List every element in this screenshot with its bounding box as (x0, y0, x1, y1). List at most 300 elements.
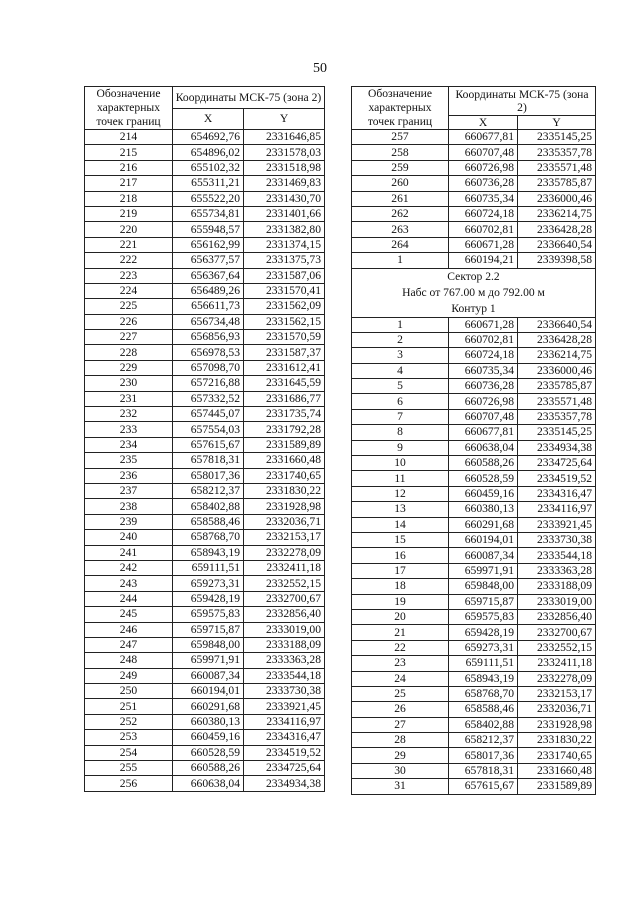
table-row (352, 640, 596, 655)
table-row (352, 145, 596, 160)
x-coordinate-cell: 658588,46 (449, 702, 518, 717)
x-coordinate-cell: 660707,48 (449, 145, 518, 160)
point-number-cell: 241 (85, 545, 173, 560)
point-number-cell: 256 (85, 776, 173, 791)
y-coordinate-cell: 2335571,48 (518, 394, 596, 409)
x-coordinate-cell: 660459,16 (449, 486, 518, 501)
y-coordinate-cell: 2331735,74 (244, 407, 325, 422)
point-header: Обозначение характерных точек границ (352, 87, 449, 130)
point-number-cell: 7 (352, 409, 449, 424)
y-coordinate-cell: 2331562,15 (244, 314, 325, 329)
x-header: X (449, 116, 518, 130)
y-coordinate-cell: 2331587,06 (244, 268, 325, 283)
y-coordinate-cell: 2336214,75 (518, 206, 596, 221)
x-coordinate-cell: 660671,28 (449, 237, 518, 252)
table-row (85, 253, 325, 268)
table-row (352, 686, 596, 701)
y-coordinate-cell: 2336000,46 (518, 191, 596, 206)
x-coordinate-cell: 660702,81 (449, 332, 518, 347)
point-number-cell: 24 (352, 671, 449, 686)
coords-header: Координаты МСК-75 (зона 2) (449, 87, 596, 116)
table-row (352, 563, 596, 578)
x-coordinate-cell: 655522,20 (173, 191, 244, 206)
y-coordinate-cell: 2334519,52 (518, 471, 596, 486)
point-number-cell: 234 (85, 437, 173, 452)
x-coordinate-cell: 660291,68 (449, 517, 518, 532)
point-number-cell: 14 (352, 517, 449, 532)
x-coordinate-cell: 658943,19 (449, 671, 518, 686)
right-table-body-top (352, 130, 596, 269)
table-row (85, 437, 325, 452)
table-row (85, 622, 325, 637)
table-row (85, 576, 325, 591)
point-number-cell: 218 (85, 191, 173, 206)
point-number-cell: 237 (85, 483, 173, 498)
y-coordinate-cell: 2333730,38 (244, 684, 325, 699)
table-row (85, 637, 325, 652)
y-coordinate-cell: 2331645,59 (244, 376, 325, 391)
point-number-cell: 240 (85, 530, 173, 545)
y-coordinate-cell: 2331382,80 (244, 222, 325, 237)
table-row (85, 360, 325, 375)
point-number-cell: 10 (352, 456, 449, 471)
y-coordinate-cell: 2336428,28 (518, 222, 596, 237)
y-coordinate-cell: 2332153,17 (518, 686, 596, 701)
table-row (85, 483, 325, 498)
y-coordinate-cell: 2332278,09 (244, 545, 325, 560)
table-row (352, 609, 596, 624)
table-row (85, 206, 325, 221)
table-row (85, 268, 325, 283)
point-number-cell: 28 (352, 733, 449, 748)
table-row (352, 348, 596, 363)
table-row (85, 653, 325, 668)
point-number-cell: 214 (85, 130, 173, 145)
point-number-cell: 9 (352, 440, 449, 455)
table-row (352, 191, 596, 206)
x-coordinate-cell: 660194,01 (173, 684, 244, 699)
table-row (352, 394, 596, 409)
point-number-cell: 220 (85, 222, 173, 237)
point-number-cell: 26 (352, 702, 449, 717)
table-row (352, 763, 596, 778)
table-row (85, 591, 325, 606)
point-number-cell: 263 (352, 222, 449, 237)
y-coordinate-cell: 2333188,09 (244, 637, 325, 652)
x-coordinate-cell: 658943,19 (173, 545, 244, 560)
point-number-cell: 257 (352, 130, 449, 145)
x-coordinate-cell: 658768,70 (449, 686, 518, 701)
x-coordinate-cell: 660736,28 (449, 379, 518, 394)
y-coordinate-cell: 2331469,83 (244, 176, 325, 191)
point-number-cell: 232 (85, 407, 173, 422)
y-coordinate-cell: 2332036,71 (244, 514, 325, 529)
y-coordinate-cell: 2333188,09 (518, 579, 596, 594)
y-coordinate-cell: 2331401,66 (244, 206, 325, 221)
x-coordinate-cell: 655734,81 (173, 206, 244, 221)
y-coordinate-cell: 2331518,98 (244, 160, 325, 175)
y-coordinate-cell: 2332700,67 (244, 591, 325, 606)
table-row (352, 130, 596, 145)
table-row (352, 702, 596, 717)
point-number-cell: 1 (352, 253, 449, 268)
table-row (352, 748, 596, 763)
table-row (352, 332, 596, 347)
table-row (352, 317, 596, 332)
point-number-cell: 245 (85, 607, 173, 622)
y-coordinate-cell: 2334316,47 (244, 730, 325, 745)
contour-label: Контур 1 (352, 301, 596, 318)
point-number-cell: 20 (352, 609, 449, 624)
y-coordinate-cell: 2334116,97 (518, 502, 596, 517)
point-number-cell: 17 (352, 563, 449, 578)
y-coordinate-cell: 2335785,87 (518, 379, 596, 394)
table-row (352, 176, 596, 191)
x-coordinate-cell: 660087,34 (449, 548, 518, 563)
point-number-cell: 259 (352, 160, 449, 175)
coordinates-table-left (84, 86, 325, 792)
x-coordinate-cell: 656978,53 (173, 345, 244, 360)
table-row (352, 532, 596, 547)
x-coordinate-cell: 658588,46 (173, 514, 244, 529)
table-row (352, 656, 596, 671)
y-coordinate-cell: 2332411,18 (518, 656, 596, 671)
table-row (85, 776, 325, 791)
y-coordinate-cell: 2333544,18 (518, 548, 596, 563)
table-row (85, 514, 325, 529)
x-coordinate-cell: 654896,02 (173, 145, 244, 160)
table-row (352, 625, 596, 640)
table-row (85, 314, 325, 329)
table-row (352, 671, 596, 686)
y-coordinate-cell: 2334519,52 (244, 745, 325, 760)
x-coordinate-cell: 659575,83 (449, 609, 518, 624)
y-coordinate-cell: 2331570,41 (244, 283, 325, 298)
point-number-cell: 243 (85, 576, 173, 591)
x-coordinate-cell: 660677,81 (449, 425, 518, 440)
point-number-cell: 11 (352, 471, 449, 486)
point-number-cell: 23 (352, 656, 449, 671)
x-coordinate-cell: 657615,67 (173, 437, 244, 452)
x-coordinate-cell: 656489,26 (173, 283, 244, 298)
x-coordinate-cell: 655948,57 (173, 222, 244, 237)
x-coordinate-cell: 657445,07 (173, 407, 244, 422)
x-coordinate-cell: 656162,99 (173, 237, 244, 252)
table-row (352, 471, 596, 486)
x-coordinate-cell: 660707,48 (449, 409, 518, 424)
y-coordinate-cell: 2335785,87 (518, 176, 596, 191)
table-row (85, 191, 325, 206)
x-coordinate-cell: 660726,98 (449, 394, 518, 409)
point-number-cell: 222 (85, 253, 173, 268)
x-coordinate-cell: 660380,13 (173, 714, 244, 729)
table-row (352, 425, 596, 440)
point-number-cell: 253 (85, 730, 173, 745)
table-row (85, 499, 325, 514)
table-row (85, 237, 325, 252)
point-number-cell: 8 (352, 425, 449, 440)
table-row (352, 206, 596, 221)
table-row (352, 779, 596, 794)
x-coordinate-cell: 659273,31 (173, 576, 244, 591)
y-coordinate-cell: 2335145,25 (518, 425, 596, 440)
table-row (85, 299, 325, 314)
y-coordinate-cell: 2332278,09 (518, 671, 596, 686)
y-coordinate-cell: 2333921,45 (518, 517, 596, 532)
y-coordinate-cell: 2331562,09 (244, 299, 325, 314)
y-coordinate-cell: 2331792,28 (244, 422, 325, 437)
x-coordinate-cell: 659273,31 (449, 640, 518, 655)
y-coordinate-cell: 2331374,15 (244, 237, 325, 252)
y-coordinate-cell: 2331587,37 (244, 345, 325, 360)
y-coordinate-cell: 2332552,15 (244, 576, 325, 591)
x-coordinate-cell: 659715,87 (449, 594, 518, 609)
point-number-cell: 15 (352, 532, 449, 547)
point-number-cell: 5 (352, 379, 449, 394)
table-row (85, 607, 325, 622)
x-coordinate-cell: 660194,01 (449, 532, 518, 547)
sector-title: Сектор 2.2 (352, 268, 596, 285)
point-number-cell: 3 (352, 348, 449, 363)
y-coordinate-cell: 2335145,25 (518, 130, 596, 145)
y-coordinate-cell: 2335357,78 (518, 145, 596, 160)
point-number-cell: 223 (85, 268, 173, 283)
x-coordinate-cell: 659575,83 (173, 607, 244, 622)
y-coordinate-cell: 2331430,70 (244, 191, 325, 206)
x-coordinate-cell: 659715,87 (173, 622, 244, 637)
table-row (85, 761, 325, 776)
y-coordinate-cell: 2333019,00 (244, 622, 325, 637)
x-coordinate-cell: 659971,91 (449, 563, 518, 578)
x-coordinate-cell: 655102,32 (173, 160, 244, 175)
table-row (85, 176, 325, 191)
y-coordinate-cell: 2336640,54 (518, 317, 596, 332)
point-number-cell: 215 (85, 145, 173, 160)
y-coordinate-cell: 2332552,15 (518, 640, 596, 655)
table-row (352, 456, 596, 471)
table-row (352, 579, 596, 594)
y-coordinate-cell: 2336214,75 (518, 348, 596, 363)
x-coordinate-cell: 659848,00 (173, 637, 244, 652)
point-number-cell: 2 (352, 332, 449, 347)
table-row (352, 733, 596, 748)
x-header: X (173, 109, 244, 130)
point-number-cell: 216 (85, 160, 173, 175)
point-number-cell: 13 (352, 502, 449, 517)
x-coordinate-cell: 656856,93 (173, 330, 244, 345)
table-row (352, 253, 596, 268)
x-coordinate-cell: 660671,28 (449, 317, 518, 332)
table-row (352, 409, 596, 424)
sector-block (352, 268, 596, 317)
table-row (85, 714, 325, 729)
y-coordinate-cell: 2331660,48 (518, 763, 596, 778)
point-number-cell: 248 (85, 653, 173, 668)
point-number-cell: 221 (85, 237, 173, 252)
point-number-cell: 217 (85, 176, 173, 191)
table-row (352, 160, 596, 175)
point-number-cell: 228 (85, 345, 173, 360)
table-row (85, 345, 325, 360)
table-row (85, 684, 325, 699)
point-number-cell: 229 (85, 360, 173, 375)
y-coordinate-cell: 2336000,46 (518, 363, 596, 378)
point-number-cell: 27 (352, 717, 449, 732)
point-number-cell: 247 (85, 637, 173, 652)
y-coordinate-cell: 2331646,85 (244, 130, 325, 145)
table-row (85, 330, 325, 345)
x-coordinate-cell: 659428,19 (449, 625, 518, 640)
point-number-cell: 31 (352, 779, 449, 794)
point-number-cell: 252 (85, 714, 173, 729)
y-coordinate-cell: 2332153,17 (244, 530, 325, 545)
x-coordinate-cell: 654692,76 (173, 130, 244, 145)
x-coordinate-cell: 658212,37 (449, 733, 518, 748)
y-coordinate-cell: 2339398,58 (518, 253, 596, 268)
point-number-cell: 260 (352, 176, 449, 191)
point-number-cell: 12 (352, 486, 449, 501)
y-coordinate-cell: 2331589,89 (518, 779, 596, 794)
x-coordinate-cell: 659971,91 (173, 653, 244, 668)
x-coordinate-cell: 657332,52 (173, 391, 244, 406)
y-coordinate-cell: 2331375,73 (244, 253, 325, 268)
table-row (85, 376, 325, 391)
y-coordinate-cell: 2331570,59 (244, 330, 325, 345)
y-coordinate-cell: 2331928,98 (518, 717, 596, 732)
x-coordinate-cell: 660726,98 (449, 160, 518, 175)
y-coordinate-cell: 2332036,71 (518, 702, 596, 717)
x-coordinate-cell: 660194,21 (449, 253, 518, 268)
x-coordinate-cell: 660724,18 (449, 348, 518, 363)
table-row (85, 468, 325, 483)
y-coordinate-cell: 2333544,18 (244, 668, 325, 683)
x-coordinate-cell: 660638,04 (449, 440, 518, 455)
point-number-cell: 238 (85, 499, 173, 514)
point-number-cell: 6 (352, 394, 449, 409)
y-coordinate-cell: 2335357,78 (518, 409, 596, 424)
table-row (352, 548, 596, 563)
table-row (85, 699, 325, 714)
table-row (85, 745, 325, 760)
y-coordinate-cell: 2331830,22 (244, 483, 325, 498)
y-coordinate-cell: 2336640,54 (518, 237, 596, 252)
table-row (85, 222, 325, 237)
table-row (352, 717, 596, 732)
point-number-cell: 227 (85, 330, 173, 345)
point-number-cell: 264 (352, 237, 449, 252)
point-number-cell: 258 (352, 145, 449, 160)
y-coordinate-cell: 2333019,00 (518, 594, 596, 609)
table-row (85, 145, 325, 160)
y-coordinate-cell: 2331612,41 (244, 360, 325, 375)
point-number-cell: 244 (85, 591, 173, 606)
x-coordinate-cell: 656367,64 (173, 268, 244, 283)
x-coordinate-cell: 660735,34 (449, 363, 518, 378)
y-coordinate-cell: 2331686,77 (244, 391, 325, 406)
point-number-cell: 235 (85, 453, 173, 468)
point-number-cell: 262 (352, 206, 449, 221)
y-coordinate-cell: 2334934,38 (244, 776, 325, 791)
table-row (352, 379, 596, 394)
x-coordinate-cell: 659428,19 (173, 591, 244, 606)
y-coordinate-cell: 2334316,47 (518, 486, 596, 501)
point-number-cell: 30 (352, 763, 449, 778)
point-number-cell: 251 (85, 699, 173, 714)
x-coordinate-cell: 657098,70 (173, 360, 244, 375)
point-number-cell: 224 (85, 283, 173, 298)
right-table-body-bottom (352, 317, 596, 794)
y-coordinate-cell: 2333730,38 (518, 532, 596, 547)
table-row (85, 160, 325, 175)
y-coordinate-cell: 2335571,48 (518, 160, 596, 175)
point-number-cell: 16 (352, 548, 449, 563)
y-coordinate-cell: 2334934,38 (518, 440, 596, 455)
x-coordinate-cell: 658768,70 (173, 530, 244, 545)
point-number-cell: 261 (352, 191, 449, 206)
coords-header: Координаты МСК-75 (зона 2) (173, 87, 325, 109)
x-coordinate-cell: 657554,03 (173, 422, 244, 437)
y-header: Y (244, 109, 325, 130)
table-row (352, 237, 596, 252)
x-coordinate-cell: 657818,31 (449, 763, 518, 778)
table-row (352, 222, 596, 237)
x-coordinate-cell: 660528,59 (449, 471, 518, 486)
table-row (85, 530, 325, 545)
point-number-cell: 246 (85, 622, 173, 637)
y-header: Y (518, 116, 596, 130)
point-number-cell: 219 (85, 206, 173, 221)
table-row (85, 422, 325, 437)
y-coordinate-cell: 2334725,64 (518, 456, 596, 471)
x-coordinate-cell: 660459,16 (173, 730, 244, 745)
point-number-cell: 236 (85, 468, 173, 483)
point-number-cell: 4 (352, 363, 449, 378)
table-row (352, 517, 596, 532)
table-row (85, 730, 325, 745)
x-coordinate-cell: 657216,88 (173, 376, 244, 391)
table-row (352, 440, 596, 455)
page-number: 50 (313, 61, 327, 76)
table-row (352, 363, 596, 378)
x-coordinate-cell: 660528,59 (173, 745, 244, 760)
y-coordinate-cell: 2331578,03 (244, 145, 325, 160)
y-coordinate-cell: 2331589,89 (244, 437, 325, 452)
table-row (352, 594, 596, 609)
y-coordinate-cell: 2336428,28 (518, 332, 596, 347)
table-row (85, 391, 325, 406)
x-coordinate-cell: 658402,88 (449, 717, 518, 732)
table-row (85, 283, 325, 298)
x-coordinate-cell: 660588,26 (173, 761, 244, 776)
point-number-cell: 225 (85, 299, 173, 314)
point-number-cell: 1 (352, 317, 449, 332)
x-coordinate-cell: 657818,31 (173, 453, 244, 468)
x-coordinate-cell: 660702,81 (449, 222, 518, 237)
table-row (85, 668, 325, 683)
y-coordinate-cell: 2334725,64 (244, 761, 325, 776)
x-coordinate-cell: 655311,21 (173, 176, 244, 191)
y-coordinate-cell: 2333921,45 (244, 699, 325, 714)
x-coordinate-cell: 660736,28 (449, 176, 518, 191)
x-coordinate-cell: 660087,34 (173, 668, 244, 683)
point-number-cell: 29 (352, 748, 449, 763)
table-row (85, 453, 325, 468)
point-number-cell: 231 (85, 391, 173, 406)
left-table-body (85, 130, 325, 792)
point-number-cell: 230 (85, 376, 173, 391)
point-number-cell: 233 (85, 422, 173, 437)
table-row (85, 130, 325, 145)
